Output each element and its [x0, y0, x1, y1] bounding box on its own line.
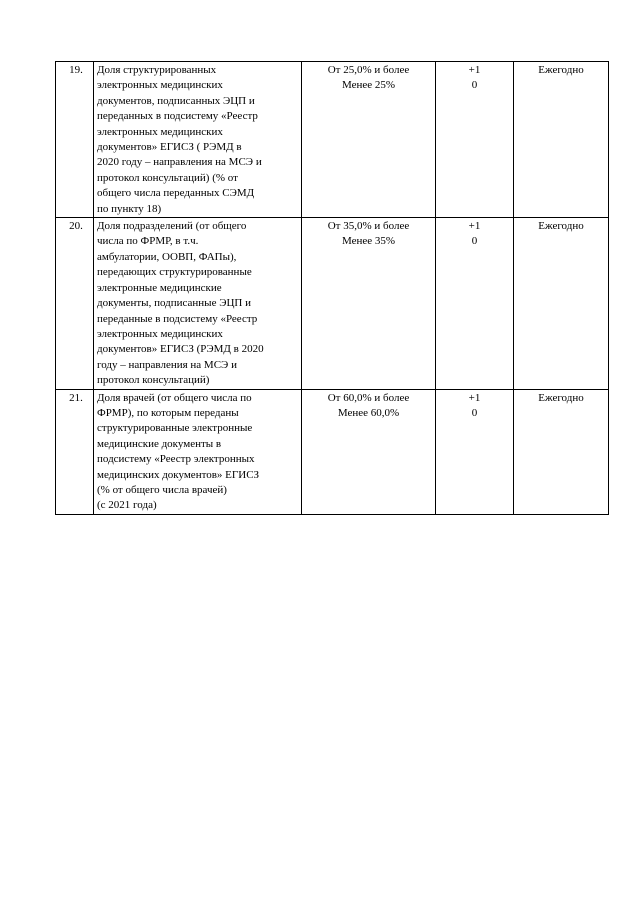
period-text: Ежегодно	[538, 220, 584, 233]
criteria-line: Менее 35%	[341, 235, 396, 248]
period-cell	[514, 389, 609, 514]
criteria-line: Менее 25%	[341, 79, 396, 92]
indicator-name-line: Доля подразделений (от общего	[97, 220, 247, 233]
indicator-name-line: электронных медицинских	[97, 327, 223, 340]
indicator-name-line: числа по ФРМР, в т.ч.	[97, 235, 199, 248]
score-cell	[436, 389, 514, 514]
indicator-name-line: общего числа переданных СЭМД	[97, 187, 255, 200]
criteria-line: От 25,0% и более	[327, 64, 410, 76]
score-line: +1	[468, 220, 481, 233]
indicator-name-line: электронных медицинских	[97, 79, 223, 92]
period-cell	[514, 62, 609, 218]
criteria-cell	[302, 62, 436, 218]
criteria-line: Менее 60,0%	[337, 406, 400, 419]
indicator-name-line: протокол консультаций) (% от	[97, 171, 238, 184]
indicator-name-line: амбулатории, ООВП, ФАПы),	[97, 250, 237, 263]
indicator-name-line: Доля врачей (от общего числа по	[97, 391, 252, 404]
indicator-name-line: переданных в подсистему «Реестр	[97, 110, 258, 123]
indicator-name-line: (с 2021 года)	[97, 499, 157, 512]
row-number: 19.	[69, 64, 83, 76]
score-line: 0	[471, 406, 478, 419]
score-line: 0	[471, 235, 478, 248]
indicator-name-cell	[94, 62, 302, 218]
indicator-name-line: документов» ЕГИСЗ (РЭМД в 2020	[97, 343, 264, 356]
period-cell	[514, 218, 609, 389]
score-line: +1	[468, 391, 481, 404]
row-number: 20.	[69, 220, 83, 233]
indicator-name-line: 2020 году – направления на МСЭ и	[97, 156, 262, 169]
indicator-name-line: электронных медицинских	[97, 125, 223, 138]
period-text: Ежегодно	[538, 391, 584, 404]
row-number-cell	[56, 218, 94, 389]
indicator-name-line: протокол консультаций)	[97, 374, 210, 387]
indicator-name-line: Доля структурированных	[97, 64, 217, 76]
indicator-name-line: по пункту 18)	[97, 202, 162, 215]
indicator-name-line: ФРМР), по которым переданы	[97, 406, 239, 419]
indicator-name-line: структурированные электронные	[97, 422, 253, 435]
score-cell	[436, 62, 514, 218]
criteria-line: От 35,0% и более	[327, 220, 410, 233]
table-body	[56, 62, 609, 515]
row-number-cell	[56, 62, 94, 218]
period-text: Ежегодно	[538, 64, 584, 76]
indicator-name-line: документов, подписанных ЭЦП и	[97, 94, 255, 107]
indicator-name-line: медицинские документы в	[97, 437, 222, 450]
criteria-cell	[302, 389, 436, 514]
indicator-name-line: переданные в подсистему «Реестр	[97, 312, 258, 325]
indicator-name-line: передающих структурированные	[97, 266, 252, 279]
indicator-name-line: подсистему «Реестр электронных	[97, 453, 255, 466]
score-line: 0	[471, 79, 478, 92]
score-cell	[436, 218, 514, 389]
indicator-name-line: медицинских документов» ЕГИСЗ	[97, 468, 260, 481]
table-row	[56, 62, 609, 218]
row-number: 21.	[69, 391, 83, 404]
indicator-name-cell	[94, 218, 302, 389]
indicator-name-line: электронные медицинские	[97, 281, 222, 294]
indicator-name-line: документов» ЕГИСЗ ( РЭМД в	[97, 141, 242, 154]
indicators-table	[55, 61, 609, 515]
indicator-name-line: документы, подписанные ЭЦП и	[97, 297, 251, 310]
indicator-name-line: (% от общего числа врачей)	[97, 483, 227, 496]
indicator-name-cell	[94, 389, 302, 514]
score-line: +1	[468, 64, 481, 76]
table-row	[56, 218, 609, 389]
table-row	[56, 389, 609, 514]
criteria-cell	[302, 218, 436, 389]
criteria-line: От 60,0% и более	[327, 391, 410, 404]
row-number-cell	[56, 389, 94, 514]
indicator-name-line: году – направления на МСЭ и	[97, 358, 237, 371]
